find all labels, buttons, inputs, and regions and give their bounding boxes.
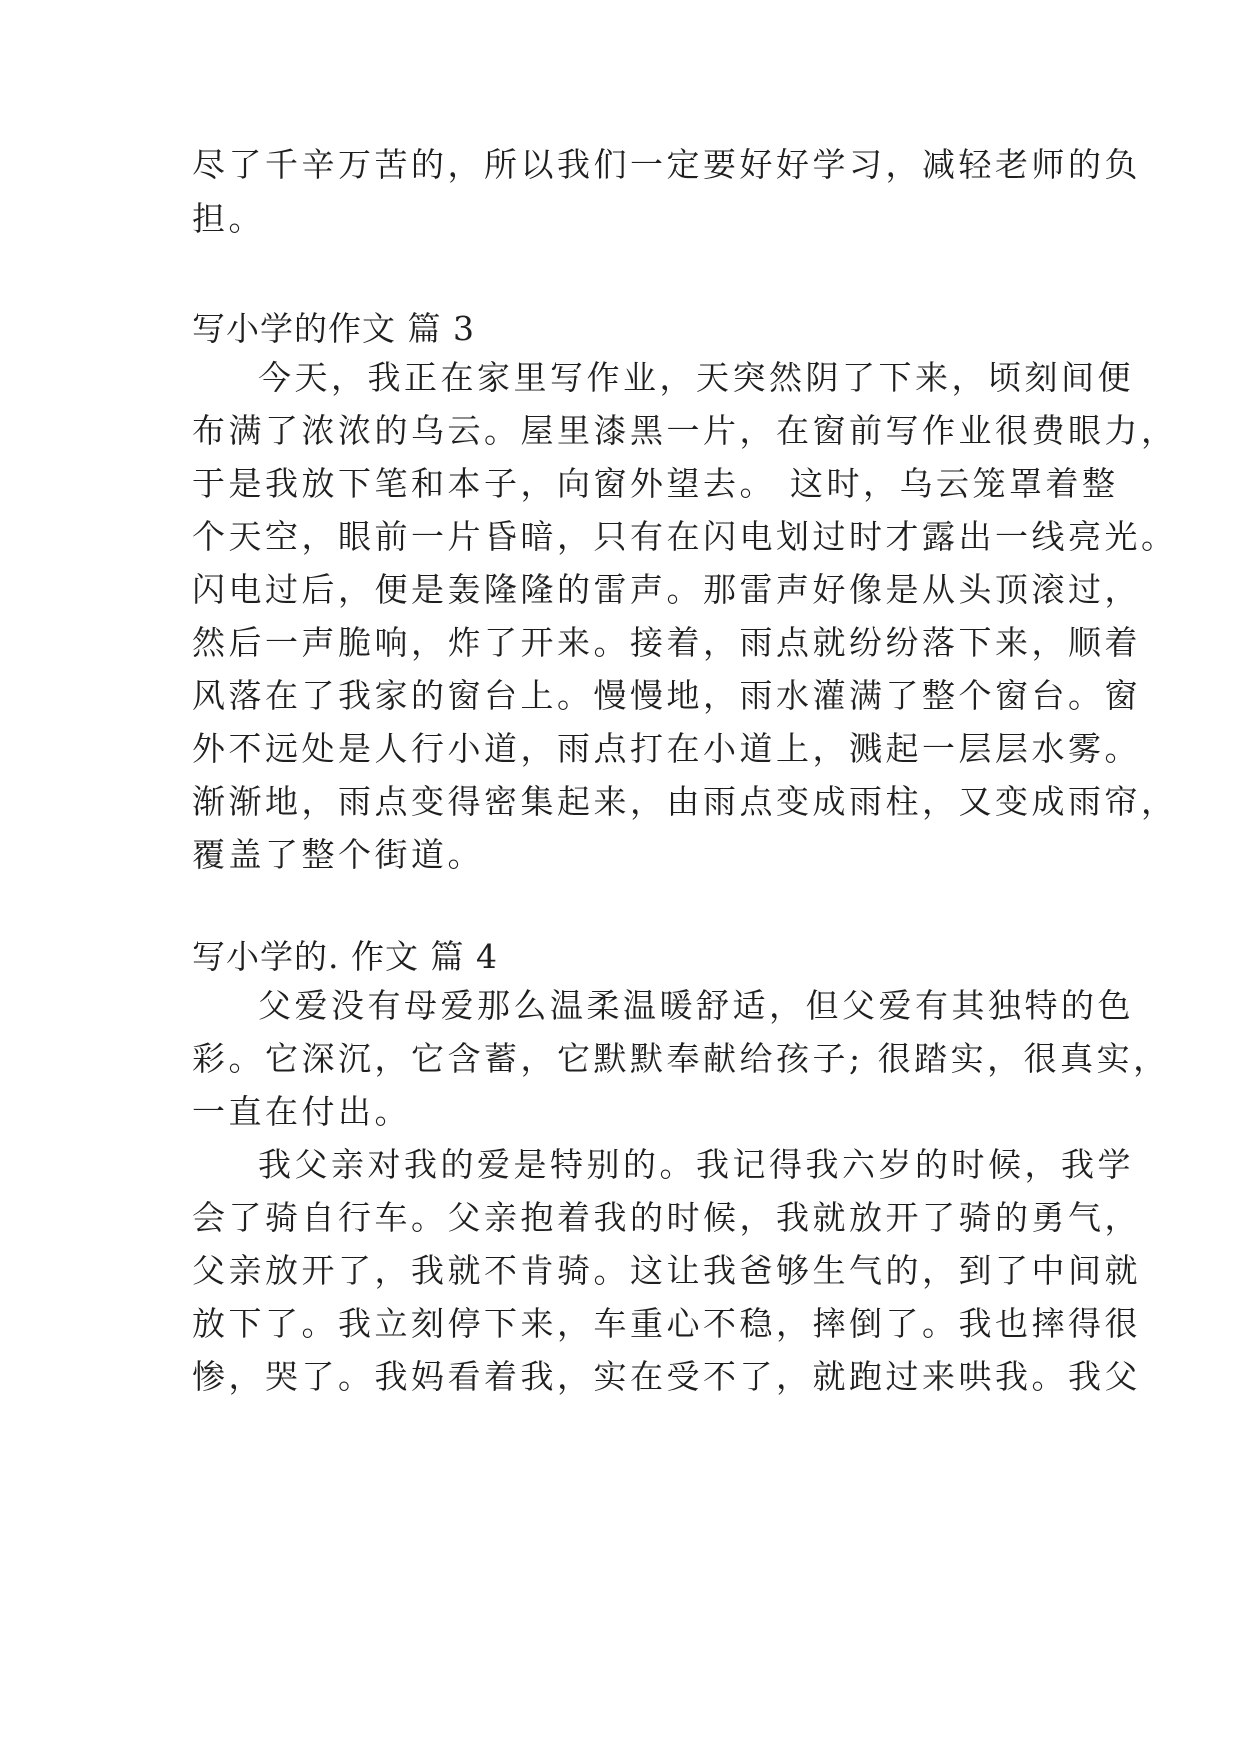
paragraph-line: 我父亲对我的爱是特别的。我记得我六岁的时候，我学 [258, 1145, 1134, 1184]
section-heading: 写小学的作文 篇 3 [192, 309, 475, 348]
paragraph-line: 于是我放下笔和本子，向窗外望去。 这时，乌云笼罩着整 [192, 464, 1119, 503]
paragraph-line: 父爱没有母爱那么温柔温暖舒适，但父爱有其独特的色 [258, 986, 1134, 1025]
text-line: 担。 [192, 199, 265, 238]
paragraph-line: 外不远处是人行小道，雨点打在小道上，溅起一层层水雾。 [192, 729, 1141, 768]
paragraph-line: 风落在了我家的窗台上。慢慢地，雨水灌满了整个窗台。窗 [192, 676, 1141, 715]
paragraph-line: 布满了浓浓的乌云。屋里漆黑一片，在窗前写作业很费眼力， [192, 411, 1178, 450]
paragraph-line: 覆盖了整个街道。 [192, 835, 484, 874]
paragraph-line: 今天，我正在家里写作业，天突然阴了下来，顷刻间便 [258, 358, 1134, 397]
text-line: 尽了千辛万苦的，所以我们一定要好好学习，减轻老师的负 [192, 145, 1141, 184]
section-heading: 写小学的. 作文 篇 4 [192, 937, 498, 976]
paragraph-line: 惨，哭了。我妈看着我，实在受不了，就跑过来哄我。我父 [192, 1357, 1141, 1396]
paragraph-line: 父亲放开了，我就不肯骑。这让我爸够生气的，到了中间就 [192, 1251, 1141, 1290]
paragraph-line: 渐渐地，雨点变得密集起来，由雨点变成雨柱，又变成雨帘， [192, 782, 1178, 821]
paragraph-line: 然后一声脆响，炸了开来。接着，雨点就纷纷落下来，顺着 [192, 623, 1141, 662]
paragraph-line: 一直在付出。 [192, 1092, 411, 1131]
paragraph-line: 个天空，眼前一片昏暗，只有在闪电划过时才露出一线亮光。 [192, 517, 1178, 556]
paragraph-line: 会了骑自行车。父亲抱着我的时候，我就放开了骑的勇气， [192, 1198, 1141, 1237]
paragraph-line: 放下了。我立刻停下来，车重心不稳，摔倒了。我也摔得很 [192, 1304, 1141, 1343]
paragraph-line: 闪电过后，便是轰隆隆的雷声。那雷声好像是从头顶滚过， [192, 570, 1141, 609]
paragraph-line: 彩。它深沉，它含蓄，它默默奉献给孩子; 很踏实，很真实， [192, 1039, 1170, 1078]
